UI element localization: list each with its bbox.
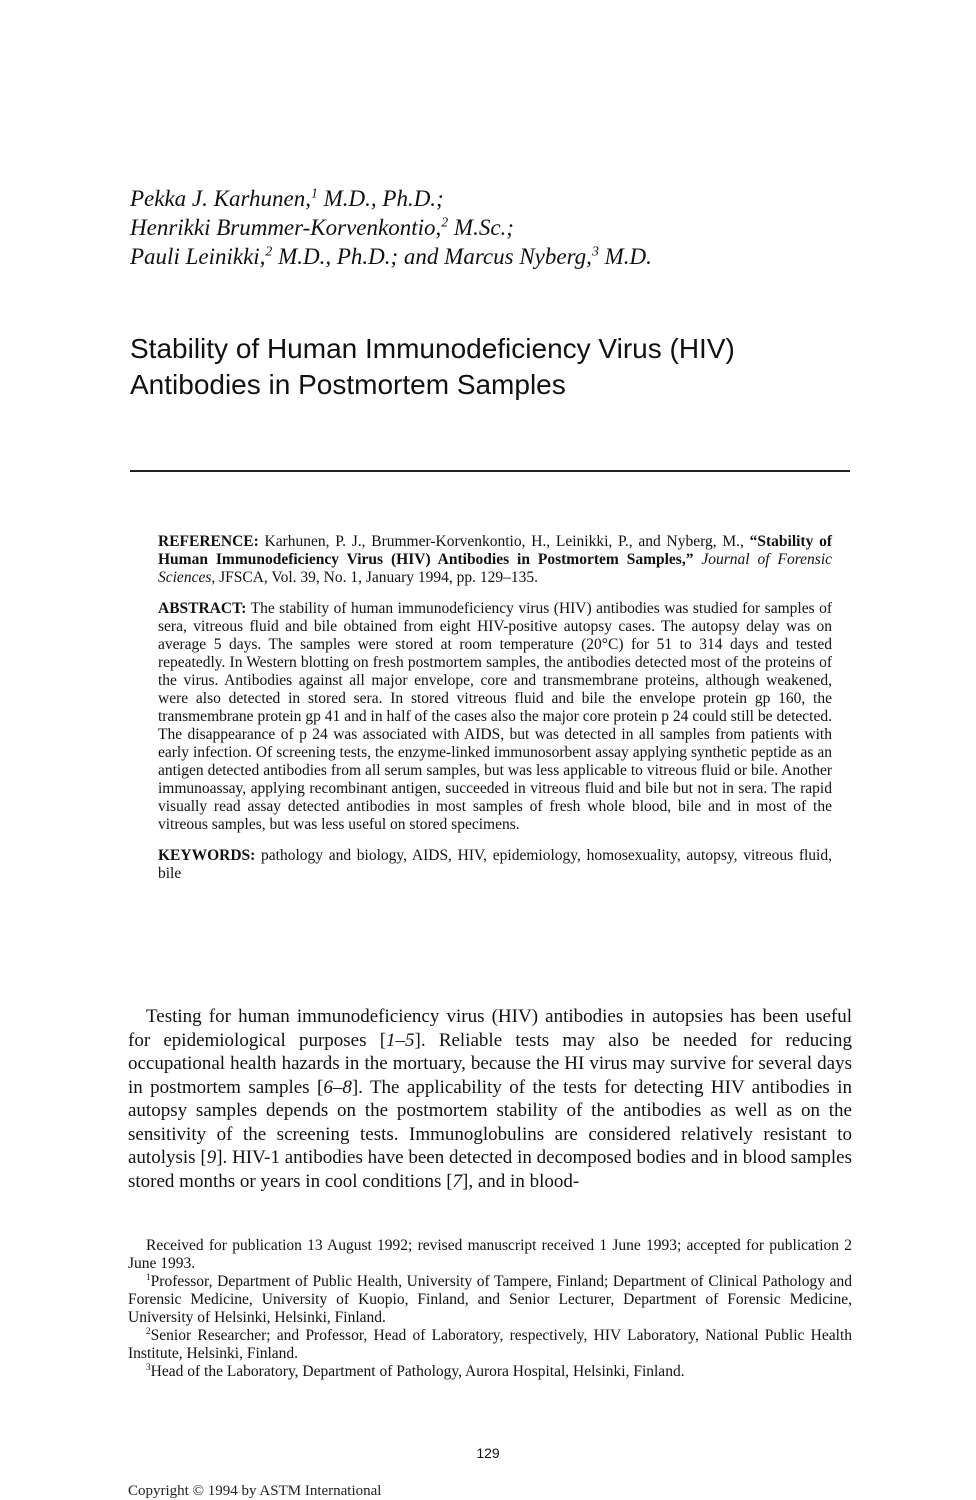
author-list — [130, 184, 890, 271]
citation-ref: 1–5 — [386, 1029, 415, 1051]
body-text — [128, 1005, 852, 1193]
author-line-3: Pauli Leinikki,$^2$ M.D., Ph.D.; and Marcus Nyberg,$^3$ M.D. — [130, 243, 652, 269]
page-number: 129 — [476, 1445, 500, 1461]
footnote-2: $^2$Senior Researcher; and Professor, Head of Laboratory, respectively, HIV Laboratory, National Public Health Institute, Helsinki, Finland. — [128, 1326, 852, 1362]
article-title — [130, 331, 870, 403]
copyright-notice: Copyright © 1994 by ASTM International — [128, 1483, 382, 1499]
title-line-1: Stability of Human Immunodeficiency Virus (HIV) — [130, 333, 735, 364]
body-paragraph-1: Testing for human immunodeficiency virus (HIV) antibodies in autopsies has been useful for epidemiological purposes [1–5]. Reliable tests may also be needed for reducing occupational health hazards in the mortuary, because the HI virus may survive for several days in postmortem samples [6–8]. The applicability of the tests for detecting HIV antibodies in autopsy samples depends on the postmortem stability of the antibodies as well as on the sensitivity of the screening tests. Immunoglobulins are considered relatively resistant to autolysis [9]. HIV-1 antibodies have been detected in decomposed bodies and in blood samples stored months or years in cool conditions [7], and in blood- — [128, 1006, 853, 1192]
abstract-paragraph: ABSTRACT: The stability of human immunodeficiency virus (HIV) antibodies was studied for samples of sera, vitreous fluid and bile obtained from eight HIV-positive autopsy cases. The autopsy delay was on average 5 days. The samples were stored at room temperature (20°C) for 51 to 314 days and tested repeatedly. In Western blotting on fresh postmortem samples, the antibodies detected most of the proteins of the virus. Antibodies against all major envelope, core and transmembrane proteins, although weakened, were also detected in stored sera. In stored vitreous fluid and bile the envelope protein gp 160, the transmembrane protein gp 41 and in half of the cases also the major core protein p 24 could still be detected. The disappearance of p 24 was associated with AIDS, but was detected in all samples from patients with early infection. Of screening tests, the enzyme-linked immunosorbent assay applying synthetic peptide as an antigen detected antibodies from all serum samples, but was less applicable to vitreous fluid or bile. Another immunoassay, applying recombinant antigen, succeeded in vitreous fluid and bile but not in sera. The rapid visually read assay detected antibodies in most samples of fresh whole blood, bile and in most of the vitreous samples, but was less useful on stored specimens. — [158, 600, 832, 833]
reference-article-title: “Stability of Human Immunodeficiency Virus (HIV) Antibodies in Postmortem Samples,” — [158, 533, 832, 568]
reference-journal: Journal of Forensic Sciences — [158, 551, 833, 586]
author-line-1: Pekka J. Karhunen,$^1$ M.D., Ph.D.; — [130, 185, 444, 211]
footnote-1: $^1$Professor, Department of Public Health, University of Tampere, Finland; Department of Clinical Pathology and Forensic Medicine, University of Kuopio, Finland, and Senior Lecturer, Department of Forensic Medicine, University of Helsinki, Helsinki, Finland. — [128, 1272, 852, 1326]
title-line-2: Antibodies in Postmortem Samples — [130, 369, 566, 400]
abstract-label: ABSTRACT: — [158, 600, 247, 617]
footnote-received: Received for publication 13 August 1992; revised manuscript received 1 June 1993; accepted for publication 2 June 1993. — [128, 1237, 852, 1272]
citation-ref: 9 — [206, 1147, 217, 1168]
title-divider — [130, 470, 850, 472]
footnote-3: $^3$Head of the Laboratory, Department of Pathology, Aurora Hospital, Helsinki, Finland. — [146, 1362, 685, 1380]
citation-ref: 7 — [452, 1170, 463, 1192]
footnotes — [128, 1237, 852, 1381]
author-line-2: Henrikki Brummer-Korvenkontio,$^2$ M.Sc.; — [130, 214, 514, 240]
keywords-paragraph: KEYWORDS: pathology and biology, AIDS, HIV, epidemiology, homosexuality, autopsy, vitreous fluid, bile — [158, 847, 832, 882]
reference-paragraph: REFERENCE: Karhunen, P. J., Brummer-Korvenkontio, H., Leinikki, P., and Nyberg, M., “Stability of Human Immunodeficiency Virus (HIV) Antibodies in Postmortem Samples,” Journal of Forensic Sciences, JFSCA, Vol. 39, No. 1, January 1994, pp. 129–135. — [158, 533, 833, 586]
reference-label: REFERENCE: — [158, 533, 259, 550]
keywords-label: KEYWORDS: — [158, 847, 256, 864]
abstract-block — [158, 533, 832, 896]
citation-ref: 6–8 — [323, 1076, 352, 1098]
